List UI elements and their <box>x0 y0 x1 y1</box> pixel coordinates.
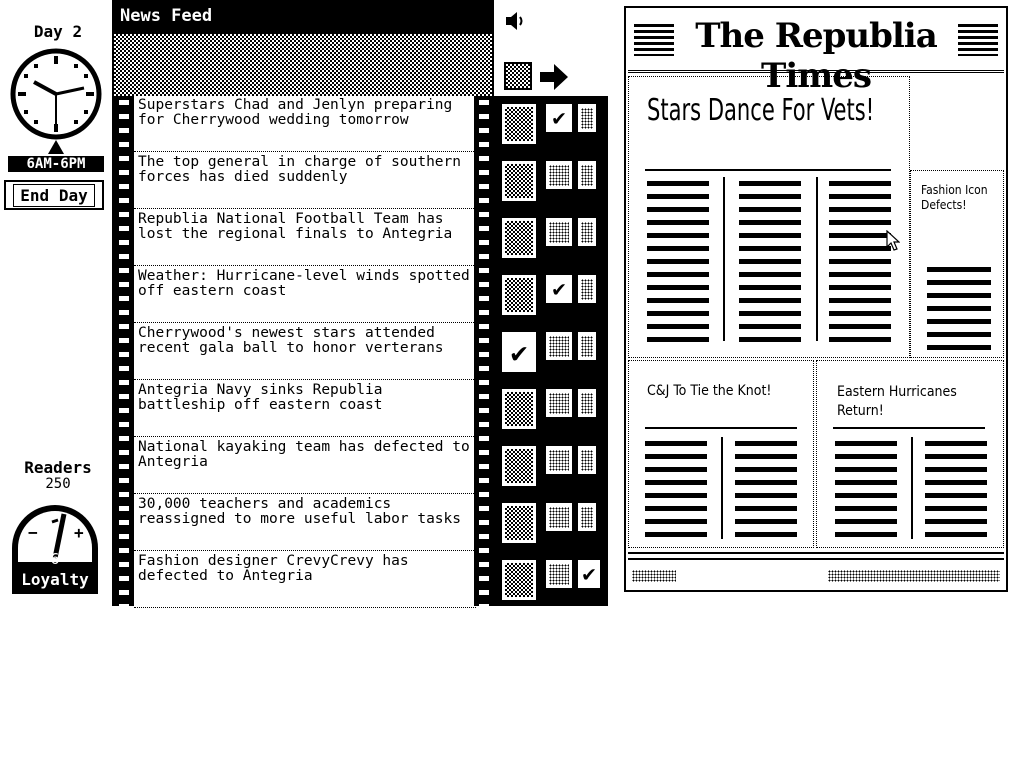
size-medium-button[interactable] <box>546 446 572 474</box>
feed-item-8[interactable]: 30,000 teachers and academics reassigned to more useful labor tasks <box>134 495 476 551</box>
text-column <box>647 181 709 343</box>
size-medium-button[interactable] <box>546 560 572 588</box>
text-column <box>735 441 797 537</box>
size-large-button[interactable] <box>500 273 538 317</box>
clock-icon <box>10 48 102 140</box>
feed-item-4[interactable]: Weather: Hurricane-level winds spotted off eastern coast <box>134 267 476 323</box>
size-small-button[interactable] <box>578 503 596 531</box>
bottom-left-headline: C&J To Tie the Knot! <box>647 383 772 399</box>
size-row <box>494 381 608 438</box>
svg-text:−: − <box>28 523 38 542</box>
size-row <box>494 495 608 552</box>
feed-header-pattern <box>112 34 494 96</box>
size-small-button[interactable] <box>578 218 596 246</box>
size-large-button[interactable] <box>500 444 538 488</box>
loyalty-value: 6 <box>50 550 60 568</box>
preview-thumbnail[interactable] <box>504 62 532 90</box>
size-large-button[interactable] <box>500 216 538 260</box>
feed-item-5[interactable]: Cherrywood's newest stars attended recent gala ball to honor verterans <box>134 324 476 380</box>
time-range: 6AM-6PM <box>8 156 104 172</box>
newspaper-footer <box>628 548 1004 588</box>
checkmark-icon: ✔ <box>578 560 600 588</box>
film-strip-right <box>474 96 494 606</box>
size-medium-button[interactable] <box>546 161 572 189</box>
end-day-button[interactable] <box>4 180 104 210</box>
size-medium-button[interactable] <box>546 218 572 246</box>
checkmark-icon: ✔ <box>502 332 536 372</box>
size-small-button[interactable] <box>578 104 596 132</box>
size-large-button[interactable] <box>500 558 538 602</box>
readers-count: 250 <box>45 476 71 492</box>
day-label: Day 2 <box>33 22 83 41</box>
main-headline: Stars Dance For Vets! <box>647 93 875 128</box>
headline-rule <box>645 427 797 429</box>
size-medium-button[interactable] <box>546 275 572 303</box>
size-medium-button[interactable] <box>546 104 572 132</box>
column-rule <box>816 177 818 341</box>
masthead-rule-left <box>634 24 674 56</box>
checkmark-icon: ✔ <box>546 104 572 132</box>
masthead <box>628 10 1004 96</box>
speaker-icon[interactable] <box>504 10 526 32</box>
feed-item-3[interactable]: Republia National Football Team has lost the regional finals to Antegria <box>134 210 476 266</box>
size-medium-button[interactable] <box>546 503 572 531</box>
feed-item-7[interactable]: National kayaking team has defected to Antegria <box>134 438 476 494</box>
feed-item-9[interactable]: Fashion designer CrevyCrevy has defected to Antegria <box>134 552 476 608</box>
size-row <box>494 438 608 495</box>
text-column <box>739 181 801 343</box>
size-medium-button[interactable] <box>546 389 572 417</box>
size-small-button[interactable] <box>578 161 596 189</box>
checkmark-icon: ✔ <box>546 275 572 303</box>
footer-pattern <box>828 570 1000 582</box>
readers-label: Readers <box>24 458 92 477</box>
footer-pattern <box>632 570 676 582</box>
side-story[interactable] <box>910 170 1004 358</box>
svg-text:+: + <box>74 523 84 542</box>
text-column <box>927 267 991 351</box>
text-column <box>645 441 707 537</box>
size-row <box>494 267 608 324</box>
size-row <box>494 210 608 267</box>
size-small-button[interactable] <box>578 389 596 417</box>
size-large-button[interactable] <box>500 330 538 374</box>
bottom-left-story[interactable] <box>628 360 814 548</box>
headline-rule <box>645 169 891 171</box>
masthead-rule-right <box>958 24 998 56</box>
clock-pointer <box>48 140 64 154</box>
size-large-button[interactable] <box>500 387 538 431</box>
film-strip-left <box>114 96 134 606</box>
masthead-title: The Republia Times <box>695 16 937 96</box>
bottom-right-story[interactable] <box>816 360 1004 548</box>
size-row <box>494 324 608 381</box>
column-rule <box>721 437 723 539</box>
size-small-button[interactable] <box>578 560 600 588</box>
side-headline: Fashion Icon Defects! <box>921 183 988 212</box>
feed-item-1[interactable]: Superstars Chad and Jenlyn preparing for Cherrywood wedding tomorrow <box>134 96 476 152</box>
size-controls-column <box>494 96 608 606</box>
size-large-button[interactable] <box>500 102 538 146</box>
loyalty-gauge-icon <box>8 502 102 598</box>
size-row <box>494 552 608 609</box>
column-rule <box>911 437 913 539</box>
feed-item-6[interactable]: Antegria Navy sinks Republia battleship off eastern coast <box>134 381 476 437</box>
size-row <box>494 153 608 210</box>
news-feed-list <box>112 96 494 606</box>
headline-rule <box>833 427 985 429</box>
main-story[interactable] <box>628 76 910 358</box>
end-day-label: End Day <box>13 184 94 207</box>
loyalty-label: Loyalty <box>21 570 89 589</box>
news-feed-title: News Feed <box>112 0 494 34</box>
size-medium-button[interactable] <box>546 332 572 360</box>
size-large-button[interactable] <box>500 159 538 203</box>
size-small-button[interactable] <box>578 275 596 303</box>
size-small-button[interactable] <box>578 332 596 360</box>
text-column <box>835 441 897 537</box>
size-small-button[interactable] <box>578 446 596 474</box>
mouse-cursor-icon <box>886 230 900 252</box>
size-row <box>494 96 608 153</box>
text-column <box>829 181 891 343</box>
right-arrow-icon[interactable] <box>538 62 570 92</box>
text-column <box>925 441 987 537</box>
size-large-button[interactable] <box>500 501 538 545</box>
column-rule <box>723 177 725 341</box>
bottom-right-headline: Eastern Hurricanes Return! <box>837 384 957 419</box>
feed-item-2[interactable]: The top general in charge of southern forces has died suddenly <box>134 153 476 209</box>
